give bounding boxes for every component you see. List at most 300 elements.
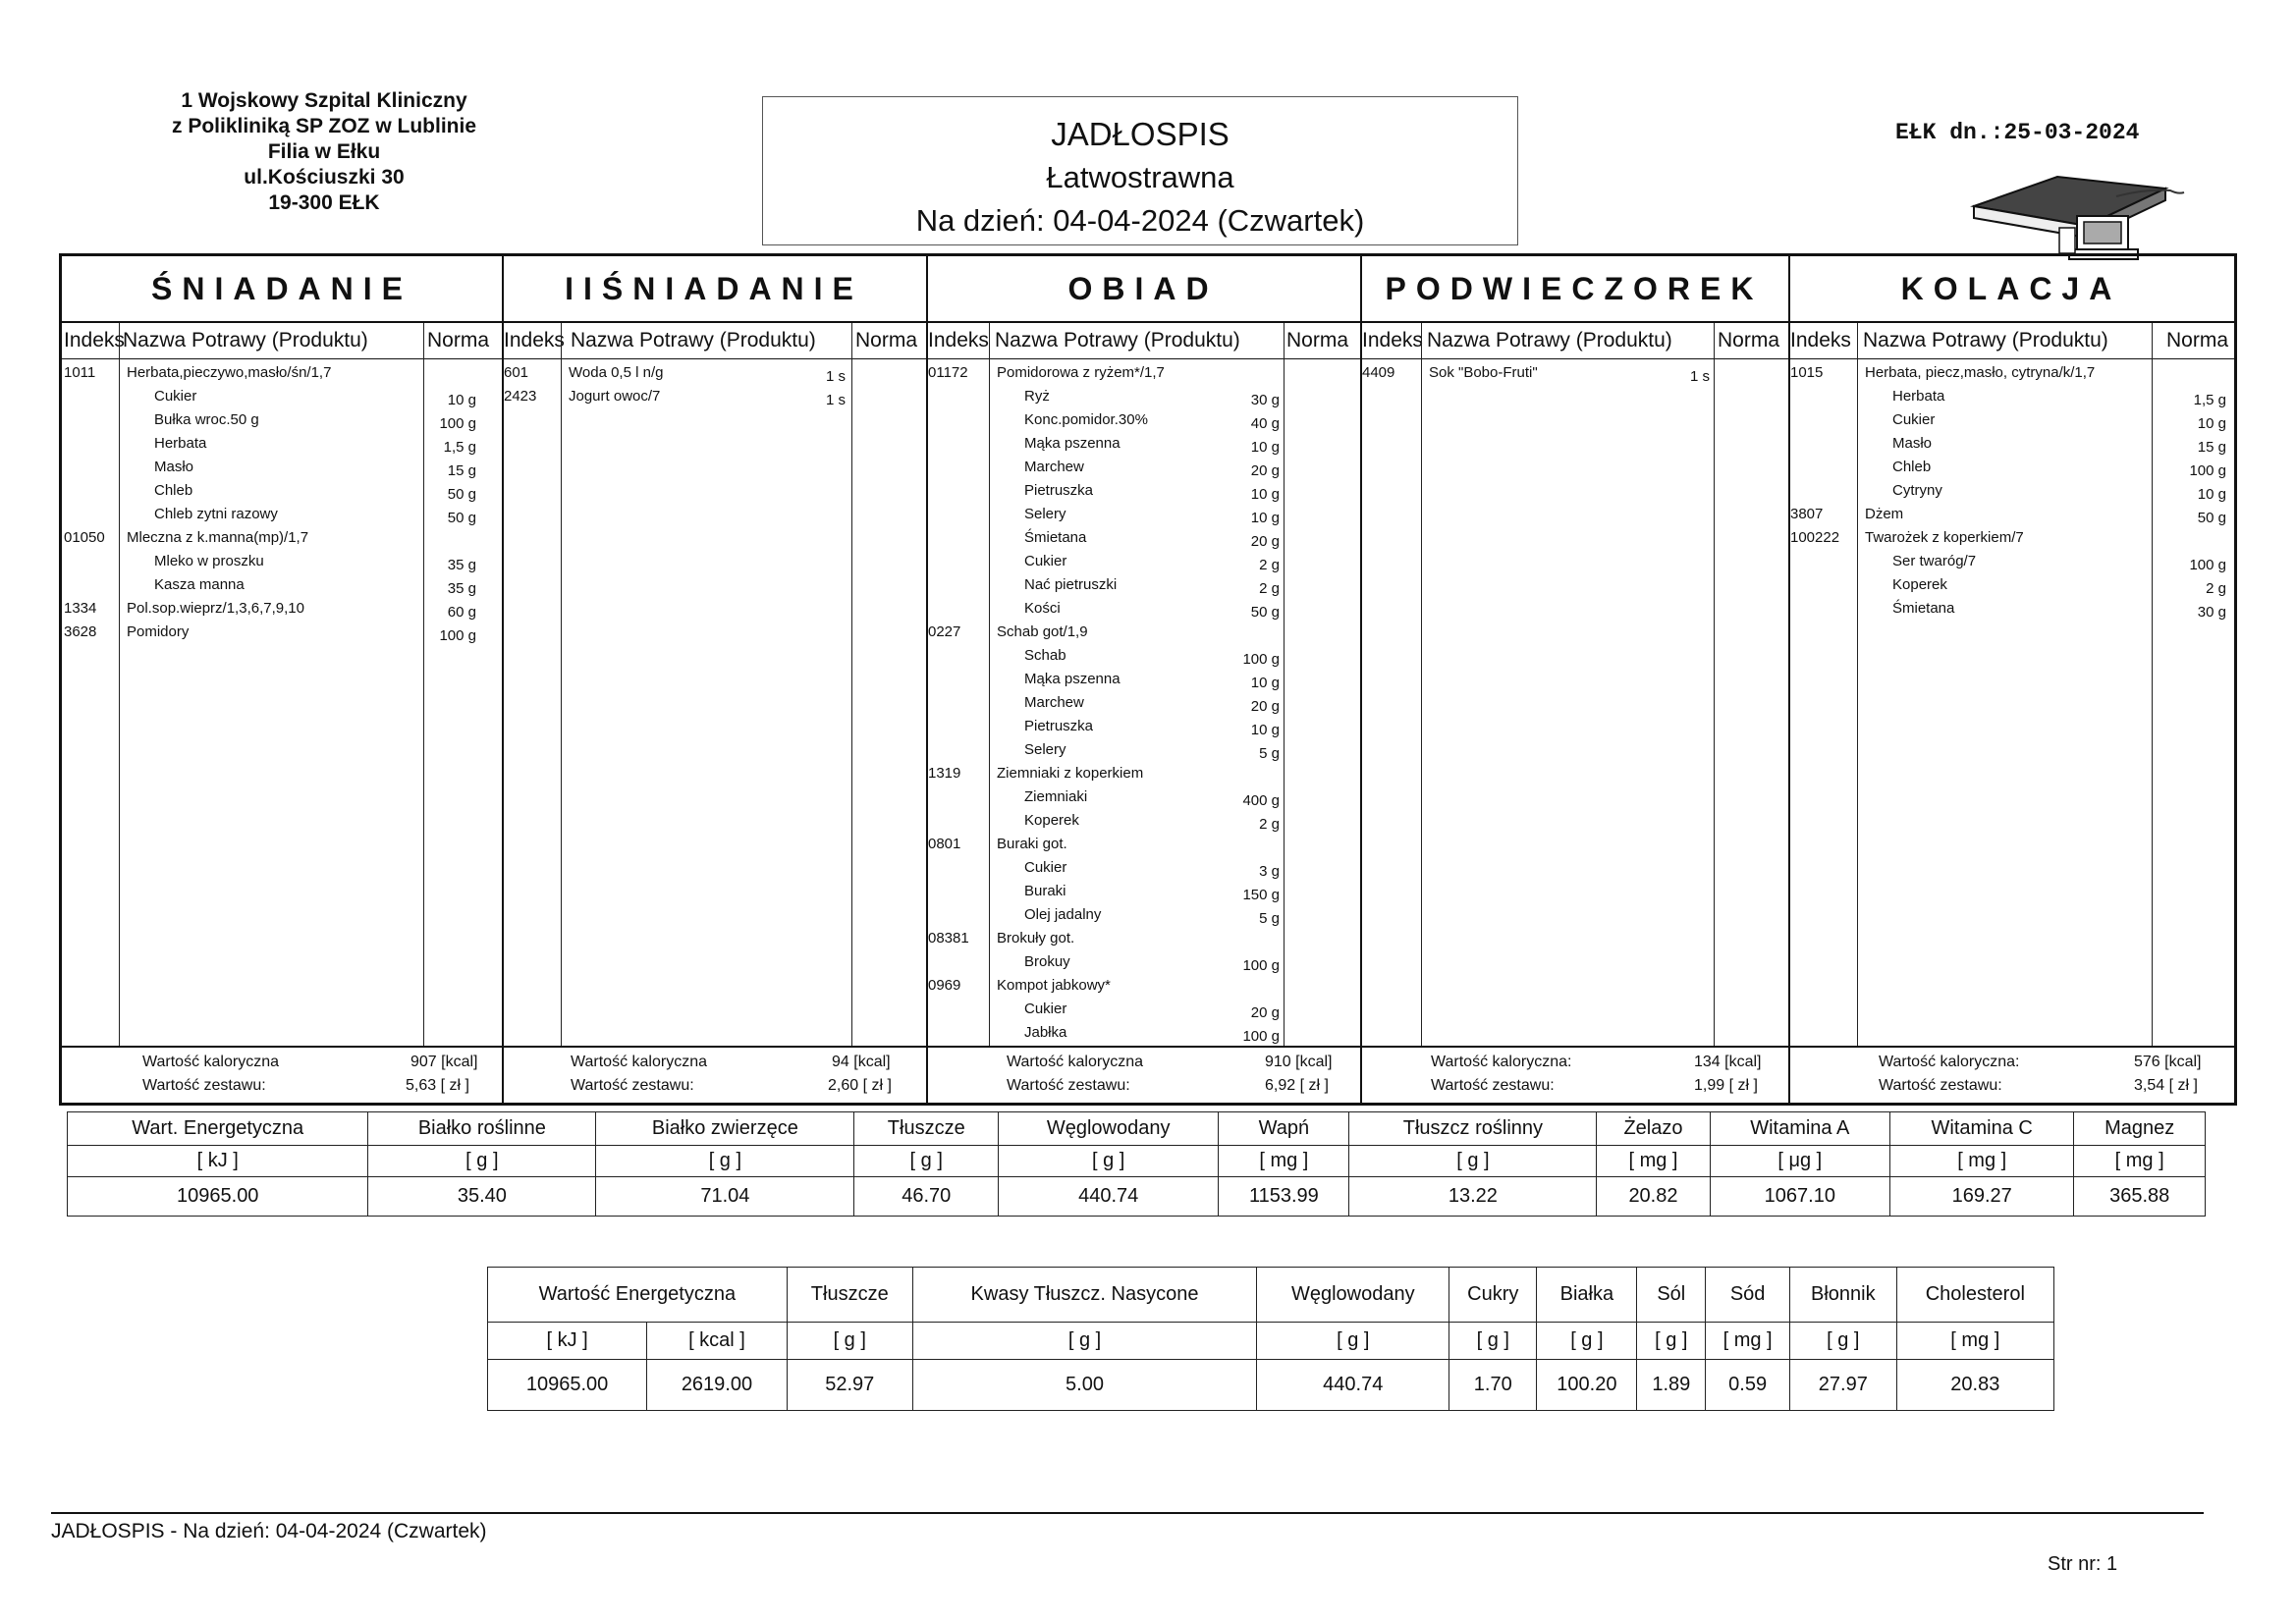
item-norm: 40 g xyxy=(1250,415,1280,432)
item-index: 1334 xyxy=(64,600,97,617)
item-norm: 20 g xyxy=(1250,698,1280,715)
item-index: 01050 xyxy=(64,529,105,546)
item-name: Śmietana xyxy=(1024,529,1087,546)
meal-title: KOLACJA xyxy=(1788,256,2234,323)
item-name: Mąka pszenna xyxy=(1024,435,1121,452)
item-norm: 100 g xyxy=(1242,1028,1280,1045)
item-norm: 2 g xyxy=(2206,580,2226,597)
item-name: Marchew xyxy=(1024,459,1084,475)
col-name: Nazwa Potrawy (Produktu) xyxy=(995,329,1240,352)
kcal-label: Wartość kaloryczna: xyxy=(1879,1054,2020,1070)
item-name: Selery xyxy=(1024,506,1066,522)
menu-item-row xyxy=(62,504,502,527)
item-index: 3628 xyxy=(64,623,97,640)
item-name: Śmietana xyxy=(1892,600,1955,617)
hospital-line: z Polikliniką SP ZOZ w Lublinie xyxy=(172,115,476,137)
menu-item-row xyxy=(1788,457,2234,480)
item-index: 0969 xyxy=(928,977,961,994)
nutrient-header: Błonnik xyxy=(1790,1268,1897,1323)
cost-value: 6,92 [ zł ] xyxy=(1265,1077,1329,1094)
item-norm: 60 g xyxy=(447,604,476,621)
meal-column-breakfast xyxy=(62,256,504,1103)
item-name: Marchew xyxy=(1024,694,1084,711)
nutrition-value-row xyxy=(68,1177,2206,1217)
item-norm: 35 g xyxy=(447,557,476,573)
cost-label: Wartość zestawu: xyxy=(1879,1077,2002,1094)
meal-items xyxy=(62,362,502,645)
menu-item-row xyxy=(62,480,502,504)
nutrient-value: 1.89 xyxy=(1637,1360,1706,1411)
item-norm: 1 s xyxy=(1689,368,1710,385)
nutrient-value: 1.70 xyxy=(1449,1360,1537,1411)
item-name: Woda 0,5 l n/g xyxy=(569,364,664,381)
nutrient-unit: [ kJ ] xyxy=(488,1323,647,1360)
meal-title: OBIAD xyxy=(926,256,1360,323)
item-norm: 1,5 g xyxy=(443,439,476,456)
menu-item-row xyxy=(1788,409,2234,433)
item-norm: 10 g xyxy=(1250,510,1280,526)
nutrient-value: 5.00 xyxy=(912,1360,1257,1411)
col-index: Indeks xyxy=(1790,329,1851,352)
item-index: 3807 xyxy=(1790,506,1824,522)
cost-value: 3,54 [ zł ] xyxy=(2134,1077,2198,1094)
item-name: Ziemniaki xyxy=(1024,788,1088,805)
col-name: Nazwa Potrawy (Produktu) xyxy=(1863,329,2108,352)
item-name: Selery xyxy=(1024,741,1066,758)
nutrient-unit: [ g ] xyxy=(912,1323,1257,1360)
menu-item-row xyxy=(926,810,1360,834)
nutrient-unit: [ g ] xyxy=(1349,1146,1597,1177)
item-name: Buraki xyxy=(1024,883,1066,899)
menu-item-row xyxy=(1788,551,2234,574)
item-index: 0227 xyxy=(928,623,961,640)
footer-rule xyxy=(51,1512,2204,1514)
nutrient-header: Magnez xyxy=(2074,1112,2206,1146)
kcal-value: 576 [kcal] xyxy=(2134,1054,2202,1070)
item-name: Konc.pomidor.30% xyxy=(1024,411,1148,428)
menu-item-row xyxy=(62,386,502,409)
item-norm: 10 g xyxy=(1250,722,1280,738)
item-name: Herbata xyxy=(154,435,207,452)
nutrient-value: 440.74 xyxy=(998,1177,1218,1217)
item-norm: 50 g xyxy=(447,486,476,503)
kcal-value: 134 [kcal] xyxy=(1694,1054,1762,1070)
column-header xyxy=(502,323,926,359)
meal-summary xyxy=(1788,1046,2234,1103)
item-norm: 15 g xyxy=(447,462,476,479)
item-name: Jabłka xyxy=(1024,1024,1067,1041)
item-norm: 2 g xyxy=(1259,816,1280,833)
cost-label: Wartość zestawu: xyxy=(142,1077,266,1094)
meal-items xyxy=(1360,362,1788,386)
meal-summary xyxy=(502,1046,926,1103)
item-norm: 50 g xyxy=(447,510,476,526)
item-index: 100222 xyxy=(1790,529,1840,546)
nutrient-header: Żelazo xyxy=(1597,1112,1710,1146)
col-index: Indeks xyxy=(1362,329,1423,352)
menu-item-row xyxy=(926,739,1360,763)
item-name: Koperek xyxy=(1024,812,1079,829)
item-norm: 100 g xyxy=(439,415,476,432)
cost-label: Wartość zestawu: xyxy=(1007,1077,1130,1094)
nutrient-header: Tłuszcze xyxy=(787,1268,912,1323)
menu-item-row xyxy=(926,928,1360,951)
item-norm: 10 g xyxy=(1250,486,1280,503)
col-norm: Norma xyxy=(427,329,490,352)
nutrient-value: 20.82 xyxy=(1597,1177,1710,1217)
item-norm: 1,5 g xyxy=(2193,392,2226,408)
item-name: Chleb xyxy=(1892,459,1932,475)
menu-item-row xyxy=(926,1022,1360,1046)
item-name: Mleczna z k.manna(mp)/1,7 xyxy=(127,529,309,546)
item-index: 601 xyxy=(504,364,529,381)
item-norm: 35 g xyxy=(447,580,476,597)
item-norm: 400 g xyxy=(1242,792,1280,809)
item-norm: 3 g xyxy=(1259,863,1280,880)
menu-item-row xyxy=(62,622,502,645)
column-header xyxy=(1788,323,2234,359)
item-name: Olej jadalny xyxy=(1024,906,1102,923)
item-norm: 30 g xyxy=(2197,604,2226,621)
col-norm: Norma xyxy=(1286,329,1349,352)
nutrient-unit: [ g ] xyxy=(1449,1323,1537,1360)
column-header xyxy=(62,323,502,359)
menu-item-row xyxy=(926,504,1360,527)
nutrient-unit: [ g ] xyxy=(787,1323,912,1360)
col-name: Nazwa Potrawy (Produktu) xyxy=(1427,329,1672,352)
menu-item-row xyxy=(502,386,926,409)
nutrient-header: Witamina A xyxy=(1710,1112,1890,1146)
menu-item-row xyxy=(1788,362,2234,386)
meal-title: ŚNIADANIE xyxy=(62,256,502,323)
issue-date: EŁK dn.:25-03-2024 xyxy=(1895,120,2140,145)
menu-item-row xyxy=(926,716,1360,739)
item-name: Buraki got. xyxy=(997,836,1067,852)
hospital-line: Filia w Ełku xyxy=(267,140,381,163)
item-norm: 100 g xyxy=(2189,557,2226,573)
nutrient-unit: [ mg ] xyxy=(1597,1146,1710,1177)
cost-value: 1,99 [ zł ] xyxy=(1694,1077,1758,1094)
item-name: Cukier xyxy=(1024,553,1067,569)
nutrient-value: 10965.00 xyxy=(68,1177,368,1217)
item-name: Masło xyxy=(1892,435,1933,452)
item-norm: 30 g xyxy=(1250,392,1280,408)
nutrient-unit: [ g ] xyxy=(1637,1323,1706,1360)
nutrient-unit: [ g ] xyxy=(1537,1323,1637,1360)
item-norm: 100 g xyxy=(1242,957,1280,974)
nutrient-unit: [ mg ] xyxy=(1896,1323,2053,1360)
menu-item-row xyxy=(1788,574,2234,598)
hospital-line: 19-300 EŁK xyxy=(268,191,380,214)
item-name: Ziemniaki z koperkiem xyxy=(997,765,1144,782)
item-index: 1319 xyxy=(928,765,961,782)
item-name: Cukier xyxy=(154,388,197,405)
item-name: Cukier xyxy=(1892,411,1936,428)
item-norm: 50 g xyxy=(2197,510,2226,526)
menu-item-row xyxy=(62,433,502,457)
title-box xyxy=(762,96,1518,245)
nutrient-unit: [ mg ] xyxy=(2074,1146,2206,1177)
nutrient-header: Tłuszcze xyxy=(854,1112,999,1146)
menu-item-row xyxy=(62,574,502,598)
item-name: Masło xyxy=(154,459,194,475)
item-name: Chleb zytni razowy xyxy=(154,506,278,522)
kcal-value: 94 [kcal] xyxy=(832,1054,891,1070)
item-name: Twarożek z koperkiem/7 xyxy=(1865,529,2024,546)
menu-item-row xyxy=(1788,433,2234,457)
menu-item-row xyxy=(926,857,1360,881)
menu-item-row xyxy=(62,457,502,480)
menu-item-row xyxy=(1360,362,1788,386)
nutrient-header: Witamina C xyxy=(1890,1112,2074,1146)
nutrition-header-row xyxy=(68,1112,2206,1146)
item-name: Kości xyxy=(1024,600,1061,617)
nutrient-value: 46.70 xyxy=(854,1177,999,1217)
menu-item-row xyxy=(1788,527,2234,551)
item-name: Cukier xyxy=(1024,1001,1067,1017)
document-title: JADŁOSPIS xyxy=(1051,116,1230,152)
item-name: Chleb xyxy=(154,482,193,499)
col-index: Indeks xyxy=(504,329,565,352)
item-name: Brokuły got. xyxy=(997,930,1075,947)
col-name: Nazwa Potrawy (Produktu) xyxy=(123,329,368,352)
col-name: Nazwa Potrawy (Produktu) xyxy=(571,329,816,352)
nutrient-header: Węglowodany xyxy=(998,1112,1218,1146)
nutrient-value: 440.74 xyxy=(1257,1360,1449,1411)
item-name: Brokuy xyxy=(1024,953,1070,970)
item-norm: 1 s xyxy=(825,368,846,385)
nutrition-value-row xyxy=(488,1360,2054,1411)
item-name: Herbata,pieczywo,masło/śn/1,7 xyxy=(127,364,332,381)
item-index: 4409 xyxy=(1362,364,1395,381)
nutrient-header: Wartość Energetyczna xyxy=(488,1268,788,1323)
nutrient-value: 35.40 xyxy=(368,1177,596,1217)
item-name: Kompot jabkowy* xyxy=(997,977,1111,994)
item-name: Nać pietruszki xyxy=(1024,576,1118,593)
hospital-line: 1 Wojskowy Szpital Kliniczny xyxy=(181,89,467,112)
cost-label: Wartość zestawu: xyxy=(1431,1077,1555,1094)
nutrition-table-1 xyxy=(67,1111,2206,1217)
nutrient-unit: [ mg ] xyxy=(1219,1146,1349,1177)
nutrient-header: Wart. Energetyczna xyxy=(68,1112,368,1146)
item-name: Herbata xyxy=(1892,388,1945,405)
item-norm: 150 g xyxy=(1242,887,1280,903)
kcal-label: Wartość kaloryczna xyxy=(1007,1054,1143,1070)
hospital-line: ul.Kościuszki 30 xyxy=(244,166,405,189)
kcal-label: Wartość kaloryczna: xyxy=(1431,1054,1572,1070)
menu-item-row xyxy=(926,480,1360,504)
diet-name: Łatwostrawna xyxy=(1046,160,1234,194)
menu-item-row xyxy=(926,386,1360,409)
menu-item-row xyxy=(62,598,502,622)
col-index: Indeks xyxy=(64,329,125,352)
nutrient-header: Sól xyxy=(1637,1268,1706,1323)
kcal-label: Wartość kaloryczna xyxy=(142,1054,279,1070)
nutrient-unit: [ kcal ] xyxy=(647,1323,788,1360)
item-norm: 10 g xyxy=(1250,439,1280,456)
item-name: Bułka wroc.50 g xyxy=(154,411,259,428)
nutrient-unit: [ mg ] xyxy=(1890,1146,2074,1177)
nutrient-header: Cukry xyxy=(1449,1268,1537,1323)
menu-item-row xyxy=(926,763,1360,786)
item-norm: 5 g xyxy=(1259,745,1280,762)
item-norm: 5 g xyxy=(1259,910,1280,927)
nutrient-header: Sód xyxy=(1706,1268,1790,1323)
menu-item-row xyxy=(1788,504,2234,527)
item-name: Pomidory xyxy=(127,623,190,640)
nutrient-value: 0.59 xyxy=(1706,1360,1790,1411)
item-name: Jogurt owoc/7 xyxy=(569,388,661,405)
menu-item-row xyxy=(926,598,1360,622)
item-index: 1015 xyxy=(1790,364,1824,381)
menu-item-row xyxy=(926,551,1360,574)
nutrient-value: 1153.99 xyxy=(1219,1177,1349,1217)
nutrient-value: 10965.00 xyxy=(488,1360,647,1411)
item-norm: 15 g xyxy=(2197,439,2226,456)
menu-item-row xyxy=(926,904,1360,928)
item-norm: 2 g xyxy=(1259,580,1280,597)
meal-column-supper xyxy=(1788,256,2234,1103)
column-header xyxy=(1360,323,1788,359)
item-norm: 20 g xyxy=(1250,533,1280,550)
meal-items xyxy=(926,362,1360,1046)
nutrition-unit-row xyxy=(68,1146,2206,1177)
menu-item-row xyxy=(926,834,1360,857)
meal-items xyxy=(502,362,926,409)
item-index: 1011 xyxy=(64,364,96,381)
nutrient-header: Białko roślinne xyxy=(368,1112,596,1146)
item-norm: 100 g xyxy=(2189,462,2226,479)
menu-item-row xyxy=(926,409,1360,433)
menu-item-row xyxy=(926,692,1360,716)
item-name: Sok "Bobo-Fruti" xyxy=(1429,364,1538,381)
item-name: Mleko w proszku xyxy=(154,553,264,569)
item-name: Mąka pszenna xyxy=(1024,671,1121,687)
item-norm: 10 g xyxy=(447,392,476,408)
menu-item-row xyxy=(926,527,1360,551)
hospital-address xyxy=(118,88,530,216)
item-index: 08381 xyxy=(928,930,969,947)
item-norm: 2 g xyxy=(1259,557,1280,573)
item-name: Schab got/1,9 xyxy=(997,623,1088,640)
nutrient-header: Węglowodany xyxy=(1257,1268,1449,1323)
meal-title: PODWIECZOREK xyxy=(1360,256,1788,323)
column-header xyxy=(926,323,1360,359)
nutrient-header: Tłuszcz roślinny xyxy=(1349,1112,1597,1146)
item-norm: 10 g xyxy=(2197,486,2226,503)
item-name: Dżem xyxy=(1865,506,1904,522)
nutrient-value: 71.04 xyxy=(596,1177,854,1217)
menu-item-row xyxy=(926,433,1360,457)
cost-label: Wartość zestawu: xyxy=(571,1077,694,1094)
nutrient-header: Białka xyxy=(1537,1268,1637,1323)
meal-summary xyxy=(926,1046,1360,1103)
kcal-label: Wartość kaloryczna xyxy=(571,1054,707,1070)
menu-item-row xyxy=(926,457,1360,480)
nutrient-value: 13.22 xyxy=(1349,1177,1597,1217)
nutrition-unit-row xyxy=(488,1323,2054,1360)
meal-items xyxy=(1788,362,2234,622)
menu-item-row xyxy=(1788,480,2234,504)
nutrient-unit: [ mg ] xyxy=(1706,1323,1790,1360)
nutrient-value: 20.83 xyxy=(1896,1360,2053,1411)
item-norm: 100 g xyxy=(439,627,476,644)
nutrient-value: 52.97 xyxy=(787,1360,912,1411)
meal-title: IIŚNIADANIE xyxy=(502,256,926,323)
item-index: 01172 xyxy=(928,364,968,381)
item-name: Ryż xyxy=(1024,388,1050,405)
nutrient-value: 365.88 xyxy=(2074,1177,2206,1217)
menu-item-row xyxy=(926,999,1360,1022)
item-norm: 100 g xyxy=(1242,651,1280,668)
menu-date: Na dzień: 04-04-2024 (Czwartek) xyxy=(915,203,1365,238)
kcal-value: 907 [kcal] xyxy=(410,1054,478,1070)
item-name: Pomidorowa z ryżem*/1,7 xyxy=(997,364,1165,381)
menu-item-row xyxy=(926,786,1360,810)
item-norm: 50 g xyxy=(1250,604,1280,621)
nutrient-value: 169.27 xyxy=(1890,1177,2074,1217)
item-name: Pietruszka xyxy=(1024,482,1094,499)
col-index: Indeks xyxy=(928,329,989,352)
nutrient-unit: [ kJ ] xyxy=(68,1146,368,1177)
nutrient-header: Wapń xyxy=(1219,1112,1349,1146)
item-name: Pietruszka xyxy=(1024,718,1094,734)
item-name: Schab xyxy=(1024,647,1066,664)
menu-item-row xyxy=(926,622,1360,645)
item-norm: 10 g xyxy=(2197,415,2226,432)
meal-column-dinner xyxy=(926,256,1362,1103)
nutrient-value: 2619.00 xyxy=(647,1360,788,1411)
menu-table xyxy=(59,253,2237,1106)
item-norm: 20 g xyxy=(1250,462,1280,479)
menu-item-row xyxy=(1788,386,2234,409)
menu-item-row xyxy=(62,409,502,433)
book-and-computer-clipart-icon xyxy=(1969,167,2190,265)
item-name: Kasza manna xyxy=(154,576,245,593)
menu-item-row xyxy=(926,669,1360,692)
item-norm: 20 g xyxy=(1250,1004,1280,1021)
nutrient-unit: [ g ] xyxy=(998,1146,1218,1177)
menu-item-row xyxy=(926,951,1360,975)
item-name: Koperek xyxy=(1892,576,1947,593)
menu-item-row xyxy=(926,574,1360,598)
menu-item-row xyxy=(926,975,1360,999)
nutrient-unit: [ g ] xyxy=(1257,1323,1449,1360)
menu-item-row xyxy=(62,551,502,574)
footer-title: JADŁOSPIS - Na dzień: 04-04-2024 (Czwartek) xyxy=(51,1520,487,1542)
cost-value: 2,60 [ zł ] xyxy=(828,1077,892,1094)
meal-column-afternoon-snack xyxy=(1360,256,1790,1103)
col-norm: Norma xyxy=(2166,329,2229,352)
menu-item-row xyxy=(62,362,502,386)
nutrient-unit: [ μg ] xyxy=(1710,1146,1890,1177)
nutrient-value: 27.97 xyxy=(1790,1360,1897,1411)
col-norm: Norma xyxy=(855,329,918,352)
nutrient-unit: [ g ] xyxy=(596,1146,854,1177)
nutrient-unit: [ g ] xyxy=(854,1146,999,1177)
nutrient-header: Białko zwierzęce xyxy=(596,1112,854,1146)
nutrition-table-2 xyxy=(487,1267,2054,1411)
menu-item-row xyxy=(502,362,926,386)
menu-item-row xyxy=(926,362,1360,386)
nutrient-header: Kwasy Tłuszcz. Nasycone xyxy=(912,1268,1257,1323)
kcal-value: 910 [kcal] xyxy=(1265,1054,1333,1070)
item-name: Pol.sop.wieprz/1,3,6,7,9,10 xyxy=(127,600,304,617)
item-name: Ser twaróg/7 xyxy=(1892,553,1977,569)
nutrition-header-row xyxy=(488,1268,2054,1323)
item-name: Herbata, piecz,masło, cytryna/k/1,7 xyxy=(1865,364,2096,381)
item-name: Cukier xyxy=(1024,859,1067,876)
